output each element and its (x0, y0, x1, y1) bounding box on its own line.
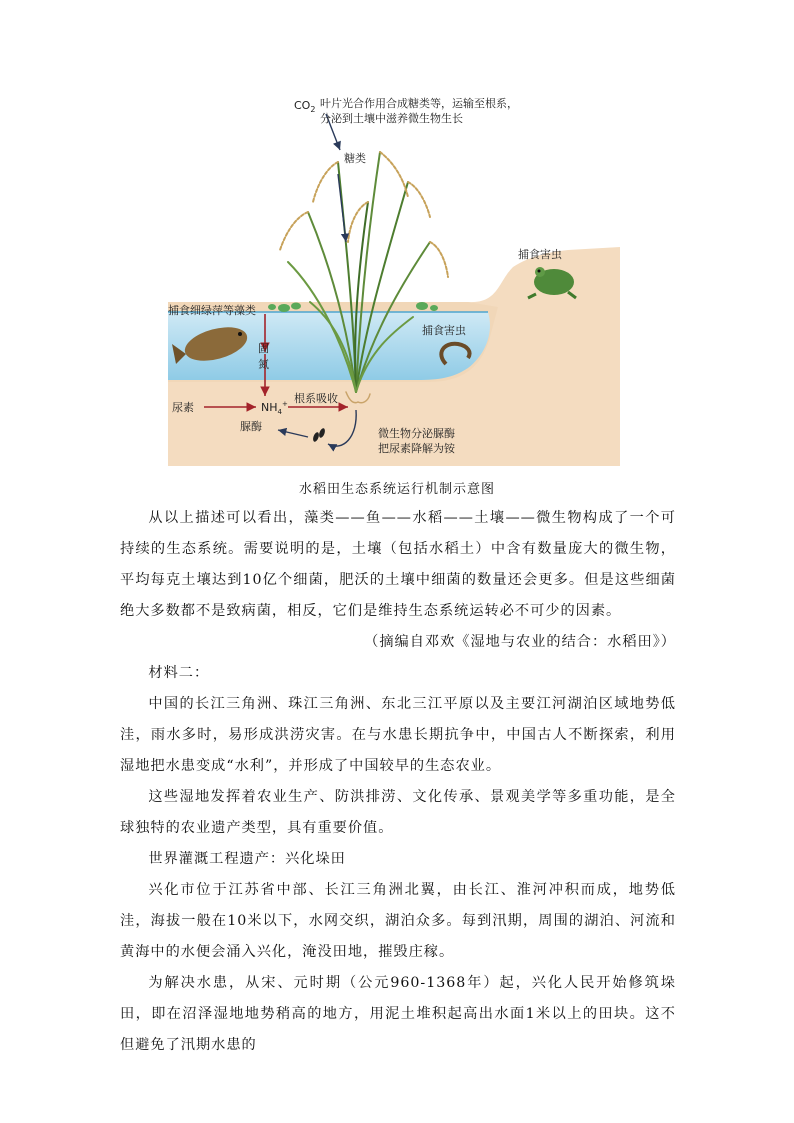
microbe-label-line1: 微生物分泌脲酶 (378, 427, 455, 440)
urea-label: 尿素 (172, 401, 194, 414)
frog-pest-label: 捕食害虫 (518, 248, 562, 261)
paragraph-2: 中国的长江三角洲、珠江三角洲、东北三江平原以及主要江河湖泊区域地势低洼，雨水多时，易形成洪涝灾害。在与水患长期抗争中，中国古人不断探索，利用湿地把水患变成“水利”，并形成了中国较早的生态农业。 (120, 696, 676, 774)
photosynthesis-label-line2: 分泌到土壤中滋养微生物生长 (320, 112, 463, 125)
nitrogen-fixation-label-1: 固 (258, 342, 269, 355)
body-text (120, 503, 676, 1061)
rice-paddy-ecosystem-diagram (168, 92, 620, 466)
paragraph-3: 这些湿地发挥着农业生产、防洪排涝、文化传承、景观美学等多重功能，是全球独特的农业遗产类型，具有重要价值。 (120, 789, 676, 836)
source-citation: （摘编自邓欢《湿地与农业的结合：水稻田》） (364, 634, 676, 650)
ammonium-label: $NH_4^+$ (261, 400, 288, 416)
paragraph-4: 兴化市位于江苏省中部、长江三角洲北翼，由长江、淮河冲积而成，地势低洼，海拔一般在10米以下，水网交织，湖泊众多。每到汛期，周围的湖泊、河流和黄海中的水便会涌入兴化，淹没田地，摧毁庄稼。 (120, 882, 676, 960)
eel-pest-label: 捕食害虫 (422, 324, 466, 337)
material-heading: 材料二： (148, 665, 210, 681)
co2-label: $CO_2$ (294, 99, 316, 114)
paragraph-5: 为解决水患，从宋、元时期（公元960-1368年）起，兴化人民开始修筑垛田，即在沼泽湿地地势稍高的地方，用泥土堆积起高出水面1米以上的田块。这不但避免了汛期水患的 (120, 975, 676, 1053)
root-absorption-label: 根系吸收 (294, 392, 338, 405)
microbe-label-line2: 把尿素降解为铵 (378, 442, 455, 455)
paragraph-1: 从以上描述可以看出，藻类——鱼——水稻——土壤——微生物构成了一个可持续的生态系统。需要说明的是，土壤（包括水稻土）中含有数量庞大的微生物，平均每克土壤达到10亿个细菌，肥沃的土壤中细菌的数量还会更多。但是这些细菌绝大多数都不是致病菌，相反，它们是维持生态系统运转必不可少的因素。 (120, 510, 676, 619)
algae-label: 捕食细绿萍等藻类 (168, 304, 256, 317)
nitrogen-fixation-label-2: 氮 (258, 358, 269, 371)
figure-caption: 水稻田生态系统运行机制示意图 (298, 482, 495, 497)
photosynthesis-label-line1: 叶片光合作用合成糖类等，运输至根系， (320, 97, 518, 110)
section-subheading: 世界灌溉工程遗产：兴化垛田 (148, 851, 346, 867)
urease-label: 脲酶 (240, 420, 262, 433)
sugar-label: 糖类 (344, 152, 366, 165)
